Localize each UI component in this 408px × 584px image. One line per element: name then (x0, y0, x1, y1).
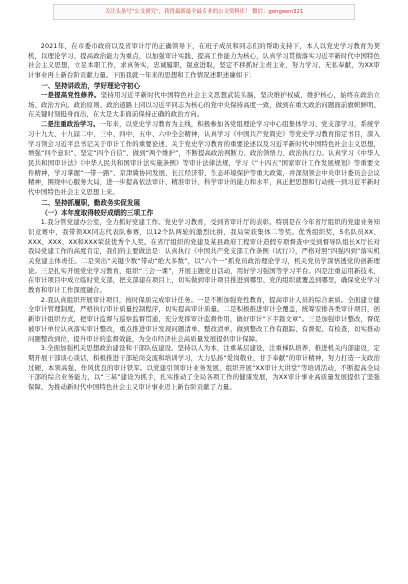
paragraph-text: 坚持用习近平新时代中国特色社会主义思想武装头脑，坚决维护权威、维护核心，始终在政治立场、政治方向、政治原则、政治道路上同以习近平同志为核心的党中央保持高度一致，做到在重大政治问题面前旗帜鲜明、在关键时刻挺身而出，在大是大非面前保持正确的政治方向。 (28, 91, 380, 119)
paragraph-text: 1.我分管党建办公室，全力抓好党建工作。党史学习教育，受到省审计厅的表彰。特别是在今年省厅组织的党建业务知识竞赛中，我带领XX同志代表队参赛，以12个队两轮的激烈比拼，我局荣获集体二等奖。优秀组织奖，5名队员XX、XXX、XXX、XX和XXX荣获优秀个人奖。在省厅组织的党建及某县政府工程审计造假专项督查中受到督导队组长X厅长对我局党建工作的高度肯定，我们的主要做法是：认真执行《中国共产党支部工作条例（试行）》，严格对照“四强四到”落实机关党建主体责任。二是突出“关键少数”带动“绝大多数”，以“六个一”抓党员政治理论学习，机关党员学深悟透党的创新理论。三是扎实开展党史学习教育，组织“三会一课”，开展主题党日活动，用好学习强国等学习平台。四是注重运用新技术，在审计项目中成立临时党支部，把支部建在项目上，切实做到审计项目推进到哪里、党的组织就覆盖到哪里，确保党史学习教育和审计工作深度融合。 (28, 218, 380, 295)
paragraph-text: 2.我认真组织开展审计项目，按时保质完成审计任务。一是不断加强党性教育，提高审计人员的综合素质。全面建立健全审计管理制度，严格执行审计质量控制程序，切实提高审计质量。二是积极推进审计全覆盖，统筹安排各类审计项目，创新审计组织方式，把审计监督与巡察监督贯通，充分发挥审计监督作用，做好审计“下半篇文章”。三是加强审计整改，督促被审计单位认真落实审计整改，重点推进审计发现问题清单、整改清单，做到整改工作有跟踪、有督促、有检查，切实推动问题整改到位，提升审计的监督效能，为全市经济社会高质量发展提供审计保障。 (28, 295, 380, 343)
section-heading: （一）本年度取得较好成绩的三项工作 (41, 208, 154, 217)
body-paragraph (28, 120, 380, 198)
section-heading: 二、坚持抓履职，勤政务实促发展 (41, 198, 141, 207)
document-body (28, 42, 380, 393)
paragraph-lead: 一是提高党性修养。 (40, 91, 101, 100)
body-paragraph (28, 296, 380, 345)
body-paragraph (28, 91, 380, 120)
body-paragraph (28, 42, 380, 81)
body-paragraph (28, 344, 380, 393)
paragraph-text: 一年来，以党史学习教育为主线，积极参加各党组理论学习中心组集体学习、党支部学习，系统学习十九大、十九届二中、三中、四中、五中、六中全会精神，认真学习《中国共产党简史》等党史学习教育指定书目，深入学习领会习近平总书记关于审计工作的重要论述、关于党史学习教育的重要论述以及习近平新时代中国特色社会主义思想，增强“四个意识”、坚定“四个自信”、做到“两个维护”，不断提高政治判断力、政治领悟力、政治执行力。认真学习《中华人民共和国审计法》《中华人民共和国审计法实施条例》等审计法律法规，学习《“十四五”国家审计工作发展规划》等重要文件精神，学习掌握“一带一路”、京津冀协同发展、长江经济带、生态环境保护等重大政策，并深刻领会中央审计委员会会议精神，围绕中心服务大局，进一步提高依法审计、精准审计、科学审计的能力和水平，真正把思想和行动统一到习近平新时代中国特色社会主义思想上来。 (28, 120, 380, 197)
paragraph-lead: 二是注重政治学习。 (40, 120, 100, 129)
section-heading: 一、坚持讲政治，学好理论守初心 (41, 81, 141, 90)
paragraph-text: 3.全面加强机关思想政治建设和干部队伍建设。坚持以人为本，注重基层建设，注重梯队培养，推进机关内部建设，定期开展干部谈心谈话，积极推进干部轮岗交流和培训学习，大力弘扬“爱岗敬业、甘于奉献”的审计精神，努力打造一支政治过硬、本领高强、作风优良的审计铁军。以党建引领审计业务发展，组织开展“XX审计大讲堂”等培训活动，不断提高全局干部的综合业务能力，以“三基”建设为抓手，扎实推动了全局各项工作的健康发展，为XX审计事业高质量发展提供了坚强保障，为推动新时代中国特色社会主义审计事业迈上新台阶贡献了力量。 (28, 344, 380, 392)
body-paragraph (28, 218, 380, 296)
promo-banner: 关注头条号“公文研究”，获得最新最全最专业的公文资料库！ 微信：gongwen321 (53, 4, 355, 20)
document-page (0, 4, 408, 584)
paragraph-text: 2021年，在市委市政府以及省审计厅的正确领导下，在班子成员和同志们的帮助支持下，本人以党史学习教育为契机，以理论学习、提高政治能力为重点，以加强审计实践、提高工作能力为核心，认真学习贯彻落实习近平新时代中国特色社会主义思想，立足本职工作，求真务实，忠诚履职，锐意进取，坚定不移抓好主责主业，努力学习、无私奉献，为XX审计事业再上新台阶贡献力量。下面我就一年来的思想和工作情况述职述廉如下： (28, 42, 380, 80)
